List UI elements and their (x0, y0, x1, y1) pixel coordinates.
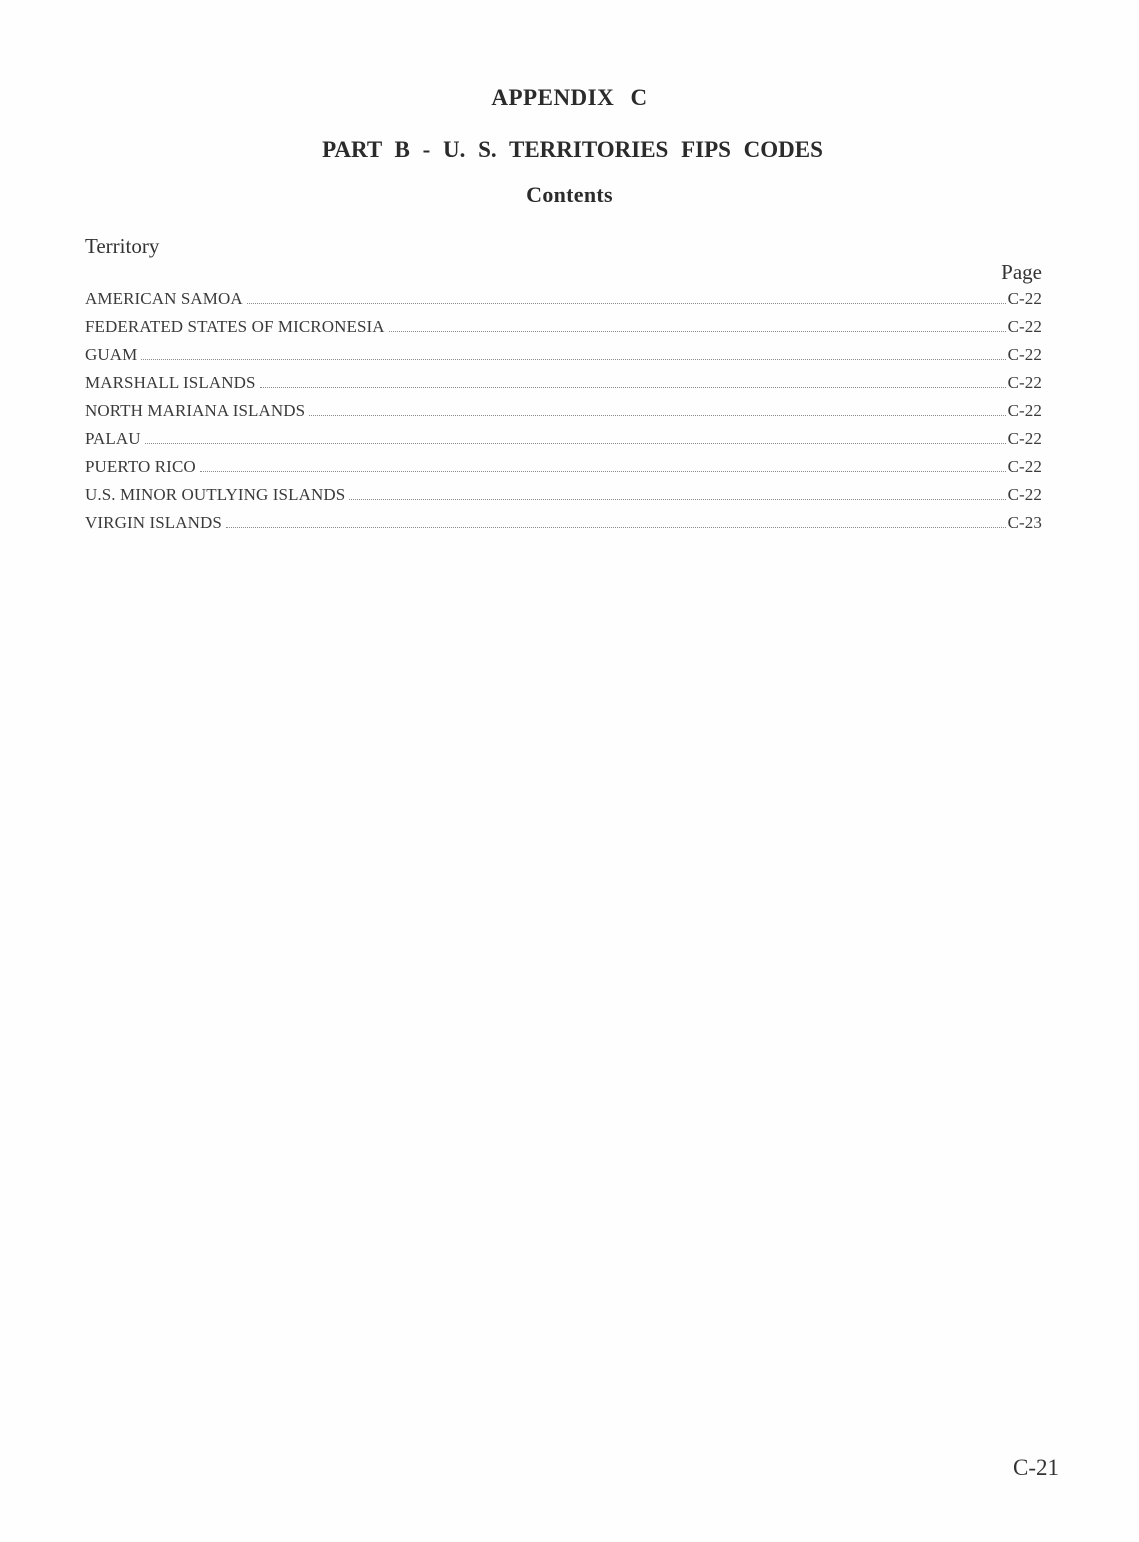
toc-entry-label: AMERICAN SAMOA (85, 289, 243, 308)
toc-entry-page: C-22 (1007, 373, 1042, 392)
toc-entry-label: FEDERATED STATES OF MICRONESIA (85, 317, 385, 336)
toc-entry-label: NORTH MARIANA ISLANDS (85, 401, 306, 420)
appendix-heading: APPENDIX C (491, 85, 648, 110)
toc-entry-label: U.S. MINOR OUTLYING ISLANDS (85, 485, 346, 504)
dot-leader (200, 470, 1006, 472)
toc-entry-palau[interactable] (85, 429, 1042, 457)
toc-entry-guam[interactable] (85, 345, 1042, 373)
toc-entry-page: C-22 (1007, 401, 1042, 420)
toc-entry-north-mariana-islands[interactable] (85, 401, 1042, 429)
part-title: PART B - U. S. TERRITORIES FIPS CODES (322, 137, 823, 162)
toc-entry-micronesia[interactable] (85, 317, 1042, 345)
toc-entry-puerto-rico[interactable] (85, 457, 1042, 485)
toc-entry-page: C-22 (1007, 345, 1042, 364)
toc-entry-page: C-22 (1007, 317, 1042, 336)
toc-entry-label: PALAU (85, 429, 141, 448)
toc-entry-virgin-islands[interactable] (85, 513, 1042, 541)
toc-entry-page: C-22 (1007, 429, 1042, 448)
dot-leader (260, 386, 1006, 388)
dot-leader (309, 414, 1005, 416)
dot-leader (226, 526, 1006, 528)
toc-entry-marshall-islands[interactable] (85, 373, 1042, 401)
toc-entry-american-samoa[interactable] (85, 289, 1042, 317)
toc-entry-page: C-23 (1007, 513, 1042, 532)
toc-entry-page: C-22 (1007, 289, 1042, 308)
toc-entry-minor-outlying-islands[interactable] (85, 485, 1042, 513)
territory-column-label: Territory (85, 234, 160, 258)
dot-leader (247, 302, 1006, 304)
dot-leader (145, 442, 1006, 444)
toc-entry-page: C-22 (1007, 485, 1042, 504)
table-of-contents (85, 289, 1042, 541)
dot-leader (389, 330, 1006, 332)
page-column-label: Page (1001, 260, 1042, 284)
page-number: C-21 (1013, 1455, 1059, 1480)
dot-leader (141, 358, 1005, 360)
toc-entry-label: MARSHALL ISLANDS (85, 373, 256, 392)
toc-entry-page: C-22 (1007, 457, 1042, 476)
toc-entry-label: VIRGIN ISLANDS (85, 513, 222, 532)
dot-leader (349, 498, 1005, 500)
toc-entry-label: GUAM (85, 345, 138, 364)
contents-title: Contents (526, 182, 613, 207)
toc-entry-label: PUERTO RICO (85, 457, 196, 476)
